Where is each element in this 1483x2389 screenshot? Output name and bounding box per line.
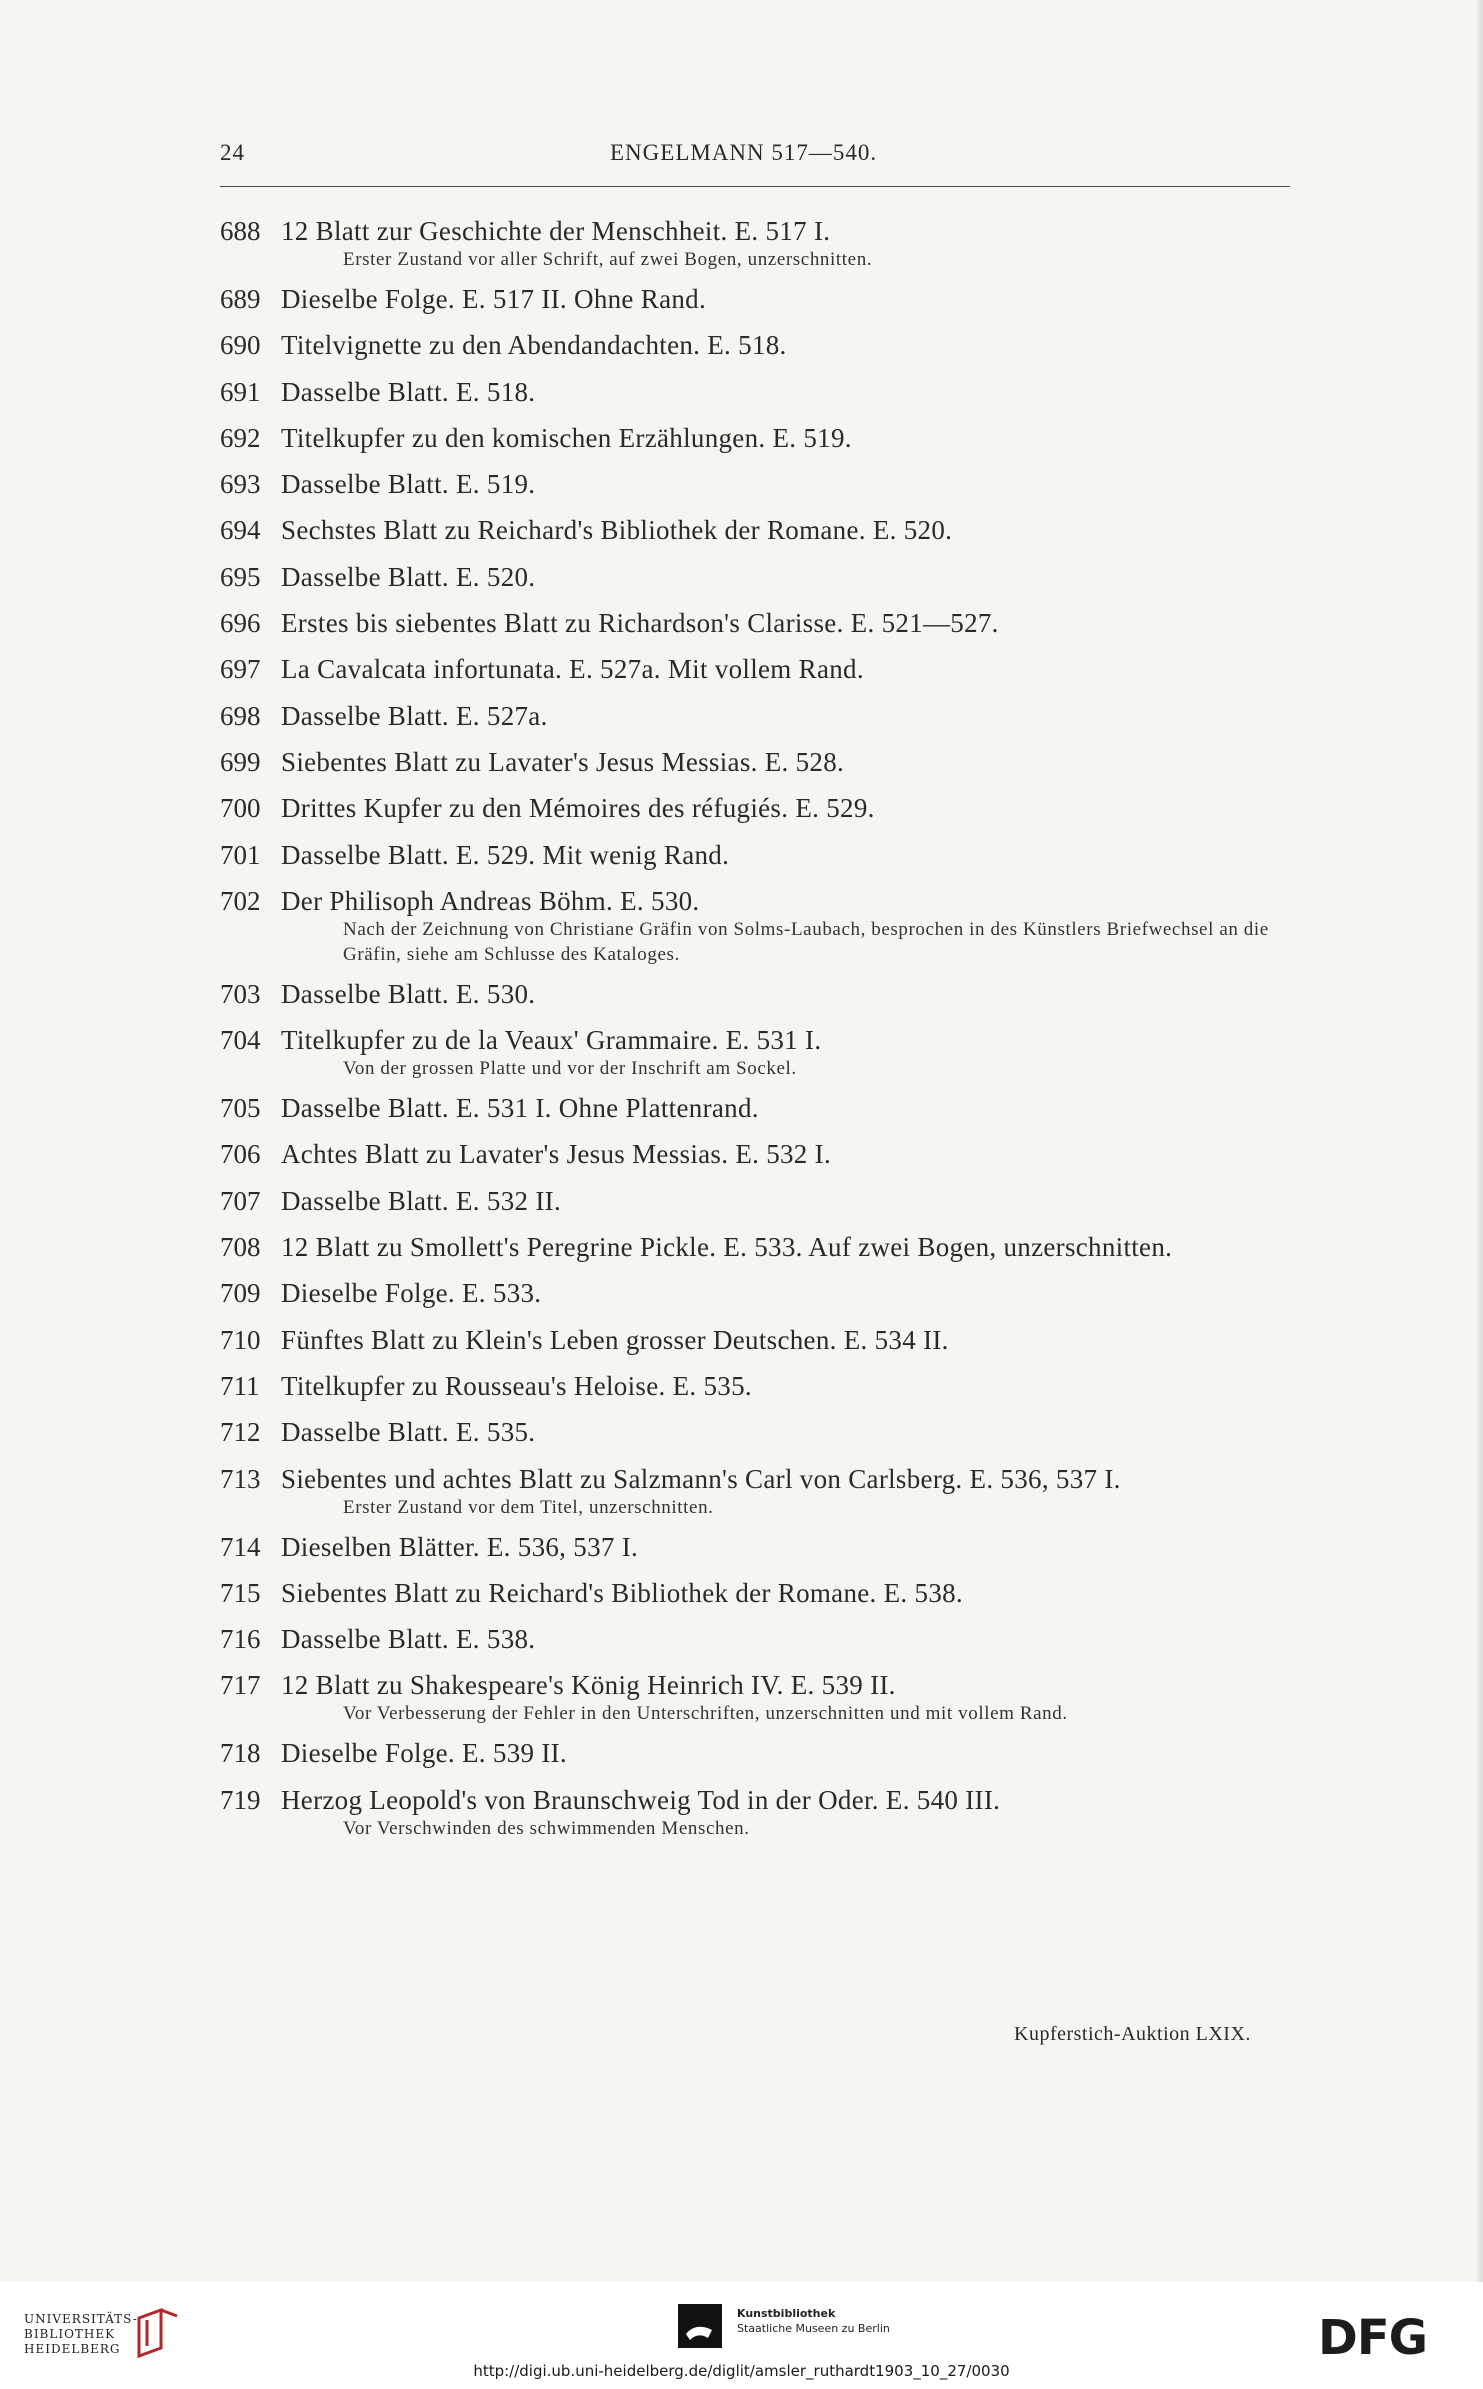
entry-title: Drittes Kupfer zu den Mémoires des réfugiés. E. 529. xyxy=(281,793,875,824)
catalog-entry xyxy=(220,746,1300,778)
entry-title: Siebentes Blatt zu Reichard's Bibliothek der Romane. E. 538. xyxy=(281,1577,963,1608)
catalog-entry xyxy=(220,561,1300,593)
entry-title: La Cavalcata infortunata. E. 527a. Mit vollem Rand. xyxy=(281,654,864,685)
entry-title: Erstes bis siebentes Blatt zu Richardson's Clarisse. E. 521—527. xyxy=(281,608,999,639)
entry-title: 12 Blatt zu Shakespeare's König Heinrich IV. E. 539 II. xyxy=(281,1670,896,1701)
dfg-logo: DFG xyxy=(1318,2310,1428,2366)
catalog-entries xyxy=(220,215,1300,1852)
catalog-entry xyxy=(220,1531,1300,1563)
entry-number: 691 xyxy=(220,376,261,407)
catalog-entry xyxy=(220,1416,1300,1448)
entry-title: Dasselbe Blatt. E. 529. Mit wenig Rand. xyxy=(281,839,730,870)
catalog-entry xyxy=(220,1231,1300,1263)
entry-title: 12 Blatt zur Geschichte der Menschheit. E. 517 I. xyxy=(281,216,831,246)
catalog-entry xyxy=(220,1577,1300,1609)
entry-number: 714 xyxy=(220,1531,261,1562)
entry-title: Dasselbe Blatt. E. 532 II. xyxy=(281,1185,561,1216)
entry-title: Dasselbe Blatt. E. 535. xyxy=(281,1417,536,1448)
entry-note: Erster Zustand vor dem Titel, unzerschnitten. xyxy=(343,1496,714,1518)
entry-number: 716 xyxy=(220,1624,261,1655)
catalog-entry xyxy=(220,422,1300,454)
entry-title: 12 Blatt zu Smollett's Peregrine Pickle. E. 533. Auf zwei Bogen, unzerschnitten. xyxy=(281,1232,1173,1263)
entry-number: 718 xyxy=(220,1738,261,1769)
entry-note: Von der grossen Platte und vor der Inschrift am Sockel. xyxy=(343,1058,797,1080)
kunstbibliothek-logo-icon xyxy=(678,2304,722,2353)
entry-title: Titelkupfer zu Rousseau's Heloise. E. 535. xyxy=(281,1370,752,1401)
kunstbibliothek-name: Kunstbibliothek xyxy=(737,2307,836,2320)
entry-number: 692 xyxy=(220,422,261,453)
entry-number: 705 xyxy=(220,1093,261,1124)
entry-title: Dieselbe Folge. E. 539 II. xyxy=(281,1738,567,1769)
entry-number: 698 xyxy=(220,700,261,731)
entry-number: 712 xyxy=(220,1417,261,1448)
catalog-entry xyxy=(220,514,1300,546)
entry-title: Fünftes Blatt zu Klein's Leben grosser Deutschen. E. 534 II. xyxy=(281,1324,949,1355)
entry-note: Vor Verschwinden des schwimmenden Menschen. xyxy=(343,1817,750,1839)
entry-number: 689 xyxy=(220,284,261,314)
entry-title: Sechstes Blatt zu Reichard's Bibliothek der Romane. E. 520. xyxy=(281,515,953,546)
entry-number: 694 xyxy=(220,515,261,546)
entry-title: Herzog Leopold's von Braunschweig Tod in der Oder. E. 540 III. xyxy=(281,1784,1001,1815)
entry-title: Titelkupfer zu den komischen Erzählungen. E. 519. xyxy=(281,422,852,453)
catalog-entry xyxy=(220,1737,1300,1769)
university-line: UNIVERSITÄTS- xyxy=(24,2312,138,2326)
entry-title: Siebentes und achtes Blatt zu Salzmann's Carl von Carlsberg. E. 536, 537 I. xyxy=(281,1463,1121,1494)
catalog-entry xyxy=(220,839,1300,871)
entry-number: 707 xyxy=(220,1185,261,1216)
signature-line: Kupferstich-Auktion LXIX. xyxy=(1014,2023,1251,2045)
entry-number: 688 xyxy=(220,216,261,246)
catalog-entry xyxy=(220,1623,1300,1655)
entry-title: Siebentes Blatt zu Lavater's Jesus Messias. E. 528. xyxy=(281,746,845,777)
entry-number: 717 xyxy=(220,1670,261,1701)
entry-title: Dasselbe Blatt. E. 531 I. Ohne Plattenrand. xyxy=(281,1093,759,1124)
entry-title: Titelkupfer zu de la Veaux' Grammaire. E. 531 I. xyxy=(281,1025,822,1056)
catalog-entry xyxy=(220,1138,1300,1170)
entry-title: Dasselbe Blatt. E. 538. xyxy=(281,1624,536,1655)
entry-title: Dieselben Blätter. E. 536, 537 I. xyxy=(281,1531,639,1562)
catalog-entry xyxy=(220,215,1300,272)
catalog-entry xyxy=(220,653,1300,685)
entry-number: 713 xyxy=(220,1463,261,1494)
entry-number: 704 xyxy=(220,1025,261,1056)
entry-number: 715 xyxy=(220,1577,261,1608)
catalog-entry xyxy=(220,1092,1300,1124)
entry-number: 699 xyxy=(220,746,261,777)
catalog-entry xyxy=(220,376,1300,408)
entry-note: Nach der Zeichnung von Christiane Gräfin von Solms-Laubach, besprochen in des Künstlers Briefwechsel an die Gräfin, siehe am Schlusse des Kataloges. xyxy=(343,918,1269,965)
catalog-entry xyxy=(220,1784,1300,1841)
entry-number: 710 xyxy=(220,1324,261,1355)
university-library-text xyxy=(24,2312,138,2357)
header-rule xyxy=(220,186,1290,187)
catalog-entry xyxy=(220,1370,1300,1402)
source-url[interactable]: http://digi.ub.uni-heidelberg.de/diglit/amsler_ruthardt1903_10_27/0030 xyxy=(473,2362,1010,2380)
entry-number: 711 xyxy=(220,1370,260,1401)
entry-note: Vor Verbesserung der Fehler in den Unterschriften, unzerschnitten und mit vollem Rand. xyxy=(343,1703,1068,1725)
entry-title: Dasselbe Blatt. E. 530. xyxy=(281,978,536,1009)
university-line: BIBLIOTHEK xyxy=(24,2327,116,2341)
catalog-entry xyxy=(220,885,1300,967)
entry-title: Titelvignette zu den Abendandachten. E. 518. xyxy=(281,330,787,361)
entry-title: Dasselbe Blatt. E. 519. xyxy=(281,469,536,500)
catalog-entry xyxy=(220,792,1300,824)
catalog-entry xyxy=(220,1024,1300,1081)
entry-number: 696 xyxy=(220,608,261,639)
entry-number: 708 xyxy=(220,1232,261,1263)
entry-title: Der Philisoph Andreas Böhm. E. 530. xyxy=(281,885,700,916)
catalog-entry xyxy=(220,1185,1300,1217)
entry-number: 690 xyxy=(220,330,261,361)
catalog-entry xyxy=(220,700,1300,732)
catalog-entry xyxy=(220,1277,1300,1309)
catalog-entry xyxy=(220,283,1300,315)
kunstbibliothek-subtitle: Staatliche Museen zu Berlin xyxy=(737,2322,890,2335)
entry-title: Dieselbe Folge. E. 533. xyxy=(281,1278,542,1309)
footer-bar xyxy=(0,2282,1483,2389)
university-line: HEIDELBERG xyxy=(24,2342,121,2356)
entry-number: 703 xyxy=(220,978,261,1009)
entry-number: 706 xyxy=(220,1139,261,1170)
catalog-entry xyxy=(220,329,1300,361)
entry-number: 719 xyxy=(220,1784,261,1815)
running-head: ENGELMANN 517—540. xyxy=(610,140,878,165)
kunstbibliothek-text xyxy=(737,2306,890,2336)
entry-note: Erster Zustand vor aller Schrift, auf zwei Bogen, unzerschnitten. xyxy=(343,249,873,270)
entry-number: 709 xyxy=(220,1278,261,1309)
catalog-entry xyxy=(220,1324,1300,1356)
catalog-entry xyxy=(220,607,1300,639)
entry-title: Dasselbe Blatt. E. 520. xyxy=(281,561,536,592)
university-logo-icon xyxy=(133,2308,181,2363)
entry-title: Dasselbe Blatt. E. 527a. xyxy=(281,700,548,731)
catalog-entry xyxy=(220,978,1300,1010)
catalog-entry xyxy=(220,1463,1300,1520)
page-header xyxy=(220,140,1290,180)
entry-number: 695 xyxy=(220,561,261,592)
entry-number: 700 xyxy=(220,793,261,824)
catalog-entry xyxy=(220,1669,1300,1726)
catalog-entry xyxy=(220,468,1300,500)
entry-title: Achtes Blatt zu Lavater's Jesus Messias. E. 532 I. xyxy=(281,1139,832,1170)
entry-number: 702 xyxy=(220,885,261,916)
page-number: 24 xyxy=(220,140,245,165)
entry-number: 697 xyxy=(220,654,261,685)
entry-number: 701 xyxy=(220,839,261,870)
entry-title: Dieselbe Folge. E. 517 II. Ohne Rand. xyxy=(281,284,707,314)
entry-number: 693 xyxy=(220,469,261,500)
entry-title: Dasselbe Blatt. E. 518. xyxy=(281,376,536,407)
